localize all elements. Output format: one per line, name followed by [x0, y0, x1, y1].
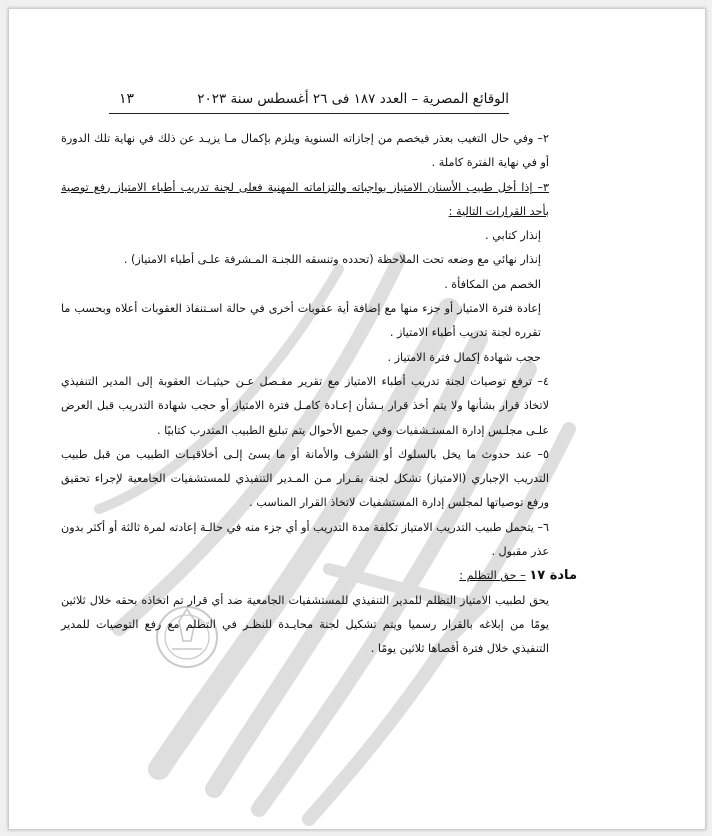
- document-page: [8, 8, 706, 830]
- penalty-final-warning: إنذار نهائي مع وضعه تحت الملاحظة (تحدده وتنسقه اللجنـة المـشرفة علـى أطباء الامتياز) .: [123, 253, 541, 267]
- penalty-deduction: الخصم من المكافأة .: [444, 277, 541, 291]
- penalty-repeat-period: إعادة فترة الامتياز أو جزء منها مع إضافة أية عقوبات أخرى في حالة اسـتنفاذ العقوبات أعلاه وبحسب ما تقرره لجنة تدريب أطباء الامتياز .: [61, 302, 541, 340]
- penalty-written-warning: إنذار كتابي .: [485, 229, 541, 243]
- article-17-body: يحق لطبيب الامتياز التظلم للمدير التنفيذي للمستشفيات الجامعية ضد أي قرار تم اتخاذه بحقه خلال ثلاثين يومًا من إبلاغه بالقرار رسميا ويتم تشكيل لجنة محايـدة للنظـر في التظلم مع رفع التوصيات للمدير التنفيذي خلال فترة أقصاها ثلاثين يومًا .: [61, 593, 549, 656]
- paragraph-6: ٦– يتحمل طبيب التدريب الامتياز تكلفة مدة التدريب أو أي جزء منه في حالـة إعادته لمرة ثالثة أو أكثر بدون عذر مقبول .: [61, 520, 549, 559]
- paragraph-5: ٥– عند حدوث ما يخل بالسلوك أو الشرف والأمانة أو ما يسئ إلـى أخلاقيـات الطبيب من قبل طبيب التدريب الإجباري (الامتياز) تشكل لجنة بقـرار مـن المـدير التنفيذي للمستشفيات الجامعية لإجراء تحقيق ورفع توصياتها لمجلس إدارة المستشفيات لاتخاذ القرار المناسب .: [61, 447, 549, 510]
- article-title: – حق التظلم :: [459, 569, 526, 583]
- paragraph-3: [61, 176, 577, 225]
- paragraph-2: ٢– وفي حال التغيب بعذر فيخصم من إجازاته السنوية ويلزم بإكمال مـا يزيـد عن ذلك في نهاية تلك الدورة أو في نهاية الفترة كاملة .: [61, 132, 549, 170]
- gazette-title: الوقائع المصرية – العدد ١٨٧ فى ٢٦ أغسطس سنة ٢٠٢٣: [197, 91, 509, 107]
- paragraph-3-text: ٣– إذا أخل طبيب الأسنان الامتياز بواجباته والتزاماته المهنية فعلى لجنة تدريب أطباء الامتياز رفع توصية بأحد القرارات التالية :: [61, 180, 549, 218]
- header-divider: [109, 113, 509, 114]
- penalty-withhold-certificate: حجب شهادة إكمال فترة الامتياز .: [387, 350, 541, 364]
- article-label: مادة ١٧: [529, 568, 577, 584]
- page-header: [119, 85, 509, 111]
- article-17-heading: [61, 564, 577, 588]
- page-number: ١٣: [119, 91, 135, 107]
- paragraph-4: ٤– ترفع توصيات لجنة تدريب أطباء الامتياز مع تقرير مفـصل عـن حيثيـات العقوبة إلى المدير التنفيذي لاتخاذ قرار بشأنها ولا يتم أخذ قرار بـشأن إعـادة كامـل فترة الامتياز أو حجب شهادة التدريب قبل العرض علـى مجلـس إدارة المستـشفيات وفي جميع الأحوال يتم تبليغ الطبيب المتدرب كتابيًا .: [61, 374, 549, 437]
- document-body: [61, 127, 577, 662]
